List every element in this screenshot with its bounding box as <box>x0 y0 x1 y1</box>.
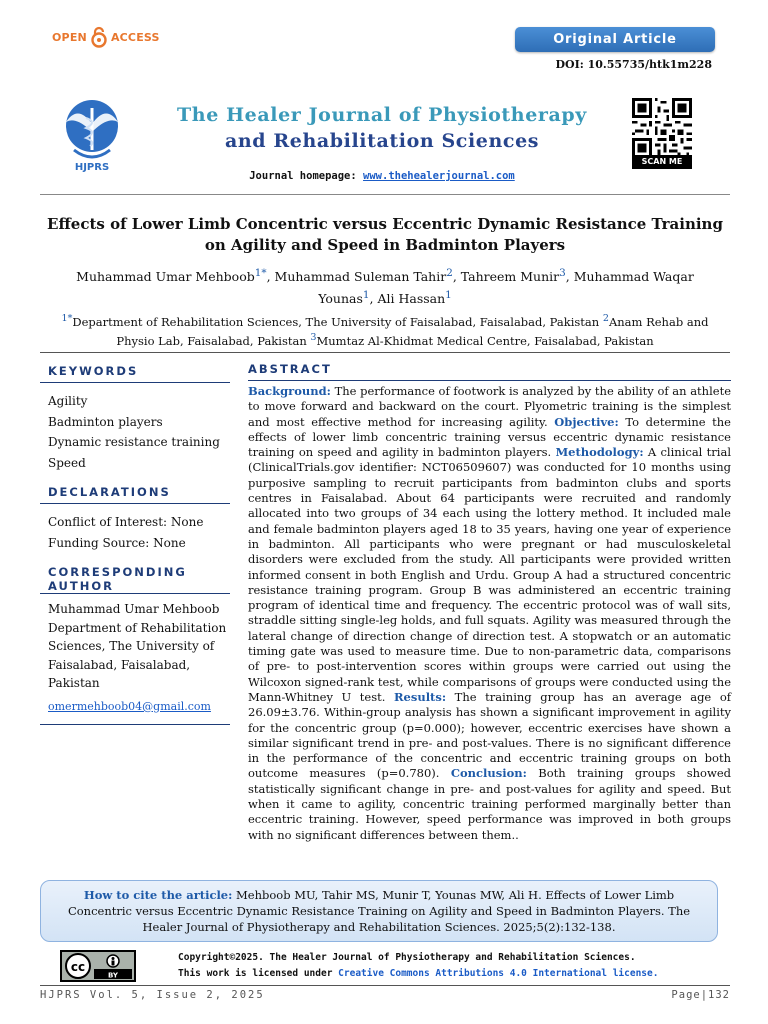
journal-logo-text: HJPRS <box>74 162 110 173</box>
keyword: Badminton players <box>48 414 163 429</box>
sidebar <box>40 356 230 725</box>
abstract-body <box>248 381 731 843</box>
corresponding-author <box>40 594 230 716</box>
page-number: Page|132 <box>671 989 730 1001</box>
title-divider <box>40 352 730 353</box>
corresponding-name: Muhammad Umar Mehboob <box>48 602 220 616</box>
open-access-left: OPEN <box>52 30 87 44</box>
journal-title-line2: and Rehabilitation Sciences <box>224 130 540 152</box>
author: Muhammad Suleman Tahir$^2$, <box>274 267 461 285</box>
keyword-list <box>40 383 230 477</box>
journal-title-line1: The Healer Journal of Physiotherapy <box>177 104 587 126</box>
corresponding-email[interactable]: omermehboob04@gmail.com <box>48 699 211 713</box>
keyword: Dynamic resistance training <box>48 435 220 449</box>
objective-label: Objective: <box>554 414 619 429</box>
results-label: Results: <box>393 689 447 704</box>
citation-label: How to cite the article: <box>83 888 233 902</box>
author: Muhammad Waqar Younas$^1$, <box>318 269 694 307</box>
results-text: The training group has an average age of 26.09±3.76. Within-group analysis has shown a significant improvement in agility for the concentric group (p=0.000); however, eccentric exercises have shown a similar significant trend in pre- and post-values. There is no significant difference in the performance of the concentric and eccentric training groups on both outcome measures (p=0.780). <box>248 689 731 781</box>
conclusion-label: Conclusion: <box>450 766 527 781</box>
citation-text: Mehboob MU, Tahir MS, Munir T, Younas MW, Ali H. Effects of Lower Limb Concentric versus Eccentric Dynamic Resistance Training on Agility and Speed in Badminton Players. The Healer Journal of Physiotherapy and Rehabilitation Sciences. 2025;5(2):132-138. <box>67 888 691 934</box>
sidebar-end-divider <box>40 724 230 725</box>
journal-homepage <box>150 170 614 182</box>
article-type-badge: Original Article <box>515 27 715 52</box>
corresponding-heading: CORRESPONDING AUTHOR <box>48 565 187 593</box>
conclusion-text: Both training groups showed statistically significant change in pre- and post-values for agility and speed. But when it came to agility, concentric training performed marginally better than eccentric training. However, speed performance was improved in both groups with no significant differences between them.. <box>248 766 731 842</box>
open-access-right: ACCESS <box>110 30 160 44</box>
footer-divider <box>40 985 730 986</box>
creative-commons-icon[interactable] <box>60 950 136 982</box>
keyword: Speed <box>48 455 86 470</box>
qr-caption: SCAN ME <box>632 155 692 169</box>
methodology-text: A clinical trial (ClinicalTrials.gov identifier: NCT06509607) was conducted for 10 months using purposive sampling to recruit participants from badminton clubs and sports centres in Faisalabad. About 64 participants were recruited and randomly allocated into two groups of 34 each using the lottery method. It included male and female badminton players aged 18 to 35 years, having one year of experience in badminton. All participants who were pregnant or had musculoskeletal disorders were excluded from the study. All participants were provided written informed consent in both English and Urdu. Group A had a structured concentric resistance training program. Group B was administered an eccentric training program of identical time and frequency. The eccentric protocol was of wall sits, straddle sitting single-leg holds, and full squats. Agility was measured through the lateral change of direction change of direction test. A stopwatch or an automatic timing gate was used to measure time. Due to non-parametric data, comparisons of pre- to post-intervention scores within groups were carried out using the Wilcoxon signed-rank test, while comparisons of groups were conducted using the Mann-Whitney U test. <box>248 445 731 704</box>
article-title: Effects of Lower Limb Concentric versus Eccentric Dynamic Resistance Training on Agility and Speed in Badminton Players <box>47 215 723 254</box>
methodology-label: Methodology: <box>555 445 644 460</box>
header-divider <box>40 194 730 195</box>
cc-text: cc <box>70 960 86 974</box>
declarations <box>40 504 230 557</box>
author: Tahreem Munir$^3$, <box>460 267 574 285</box>
affiliations: $^{1*}$Department of Rehabilitation Sciences, The University of Faisalabad, Faisalabad, Pakistan $^2$Anam Rehab and Physio Lab, Faisalabad, Pakistan $^3$Mumtaz Al-Khidmat Medical Centre, Faisalabad, Pakistan <box>61 313 709 348</box>
license-link[interactable]: Creative Commons Attributions 4.0 International license. <box>338 968 659 979</box>
copyright-block <box>178 950 708 982</box>
doi[interactable]: DOI: 10.55735/htk1m228 <box>555 58 712 71</box>
journal-logo <box>56 94 128 174</box>
running-head: HJPRS Vol. 5, Issue 2, 2025 <box>40 989 265 1001</box>
open-access-lock-icon <box>90 26 108 48</box>
background-text: The performance of footwork is analyzed by the ability of an athlete to move forward and backward on the court. Plyometric training is the simplest and most effective method for increasing agility. <box>248 384 731 429</box>
open-access-badge <box>52 26 160 48</box>
cc-by-text: BY <box>107 971 119 980</box>
keyword: Agility <box>48 394 88 408</box>
copyright-notice: Copyright©2025. The Healer Journal of Physiotherapy and Rehabilitation Sciences. <box>178 952 636 963</box>
conflict-of-interest: Conflict of Interest: None <box>48 515 204 529</box>
objective-text: To determine the effects of lower limb concentric training versus eccentric dynamic resistance training on speed and agility in badminton players. <box>248 414 731 460</box>
author: Muhammad Umar Mehboob$^{1*}$, <box>76 267 275 285</box>
abstract-section <box>248 356 731 843</box>
citation-box <box>40 880 718 942</box>
qr-code-icon[interactable] <box>632 98 692 158</box>
funding-source: Funding Source: None <box>48 535 186 550</box>
keywords-heading: KEYWORDS <box>40 356 230 383</box>
author-list <box>50 264 720 308</box>
homepage-link[interactable]: www.thehealerjournal.com <box>363 170 515 182</box>
homepage-label: Journal homepage: <box>249 170 357 182</box>
affiliation: Department of Rehabilitation Sciences, The University of Faisalabad, Faisalabad, Pakistan <box>72 314 603 329</box>
corresponding-affiliation: Department of Rehabilitation Sciences, The University of Faisalabad, Faisalabad, Pakistan <box>48 620 227 690</box>
affiliation: Anam Rehab and Physio Lab, Faisalabad, Pakistan <box>116 314 709 348</box>
background-label: Background: <box>248 384 331 398</box>
author: Ali Hassan$^1$ <box>377 289 452 307</box>
declarations-heading: DECLARATIONS <box>40 477 230 504</box>
license-line: This work is licensed under Creative Commons Attributions 4.0 International license. <box>178 968 659 979</box>
abstract-heading: ABSTRACT <box>248 356 731 381</box>
affiliation: Mumtaz Al-Khidmat Medical Centre, Faisalabad, Pakistan <box>316 333 654 348</box>
